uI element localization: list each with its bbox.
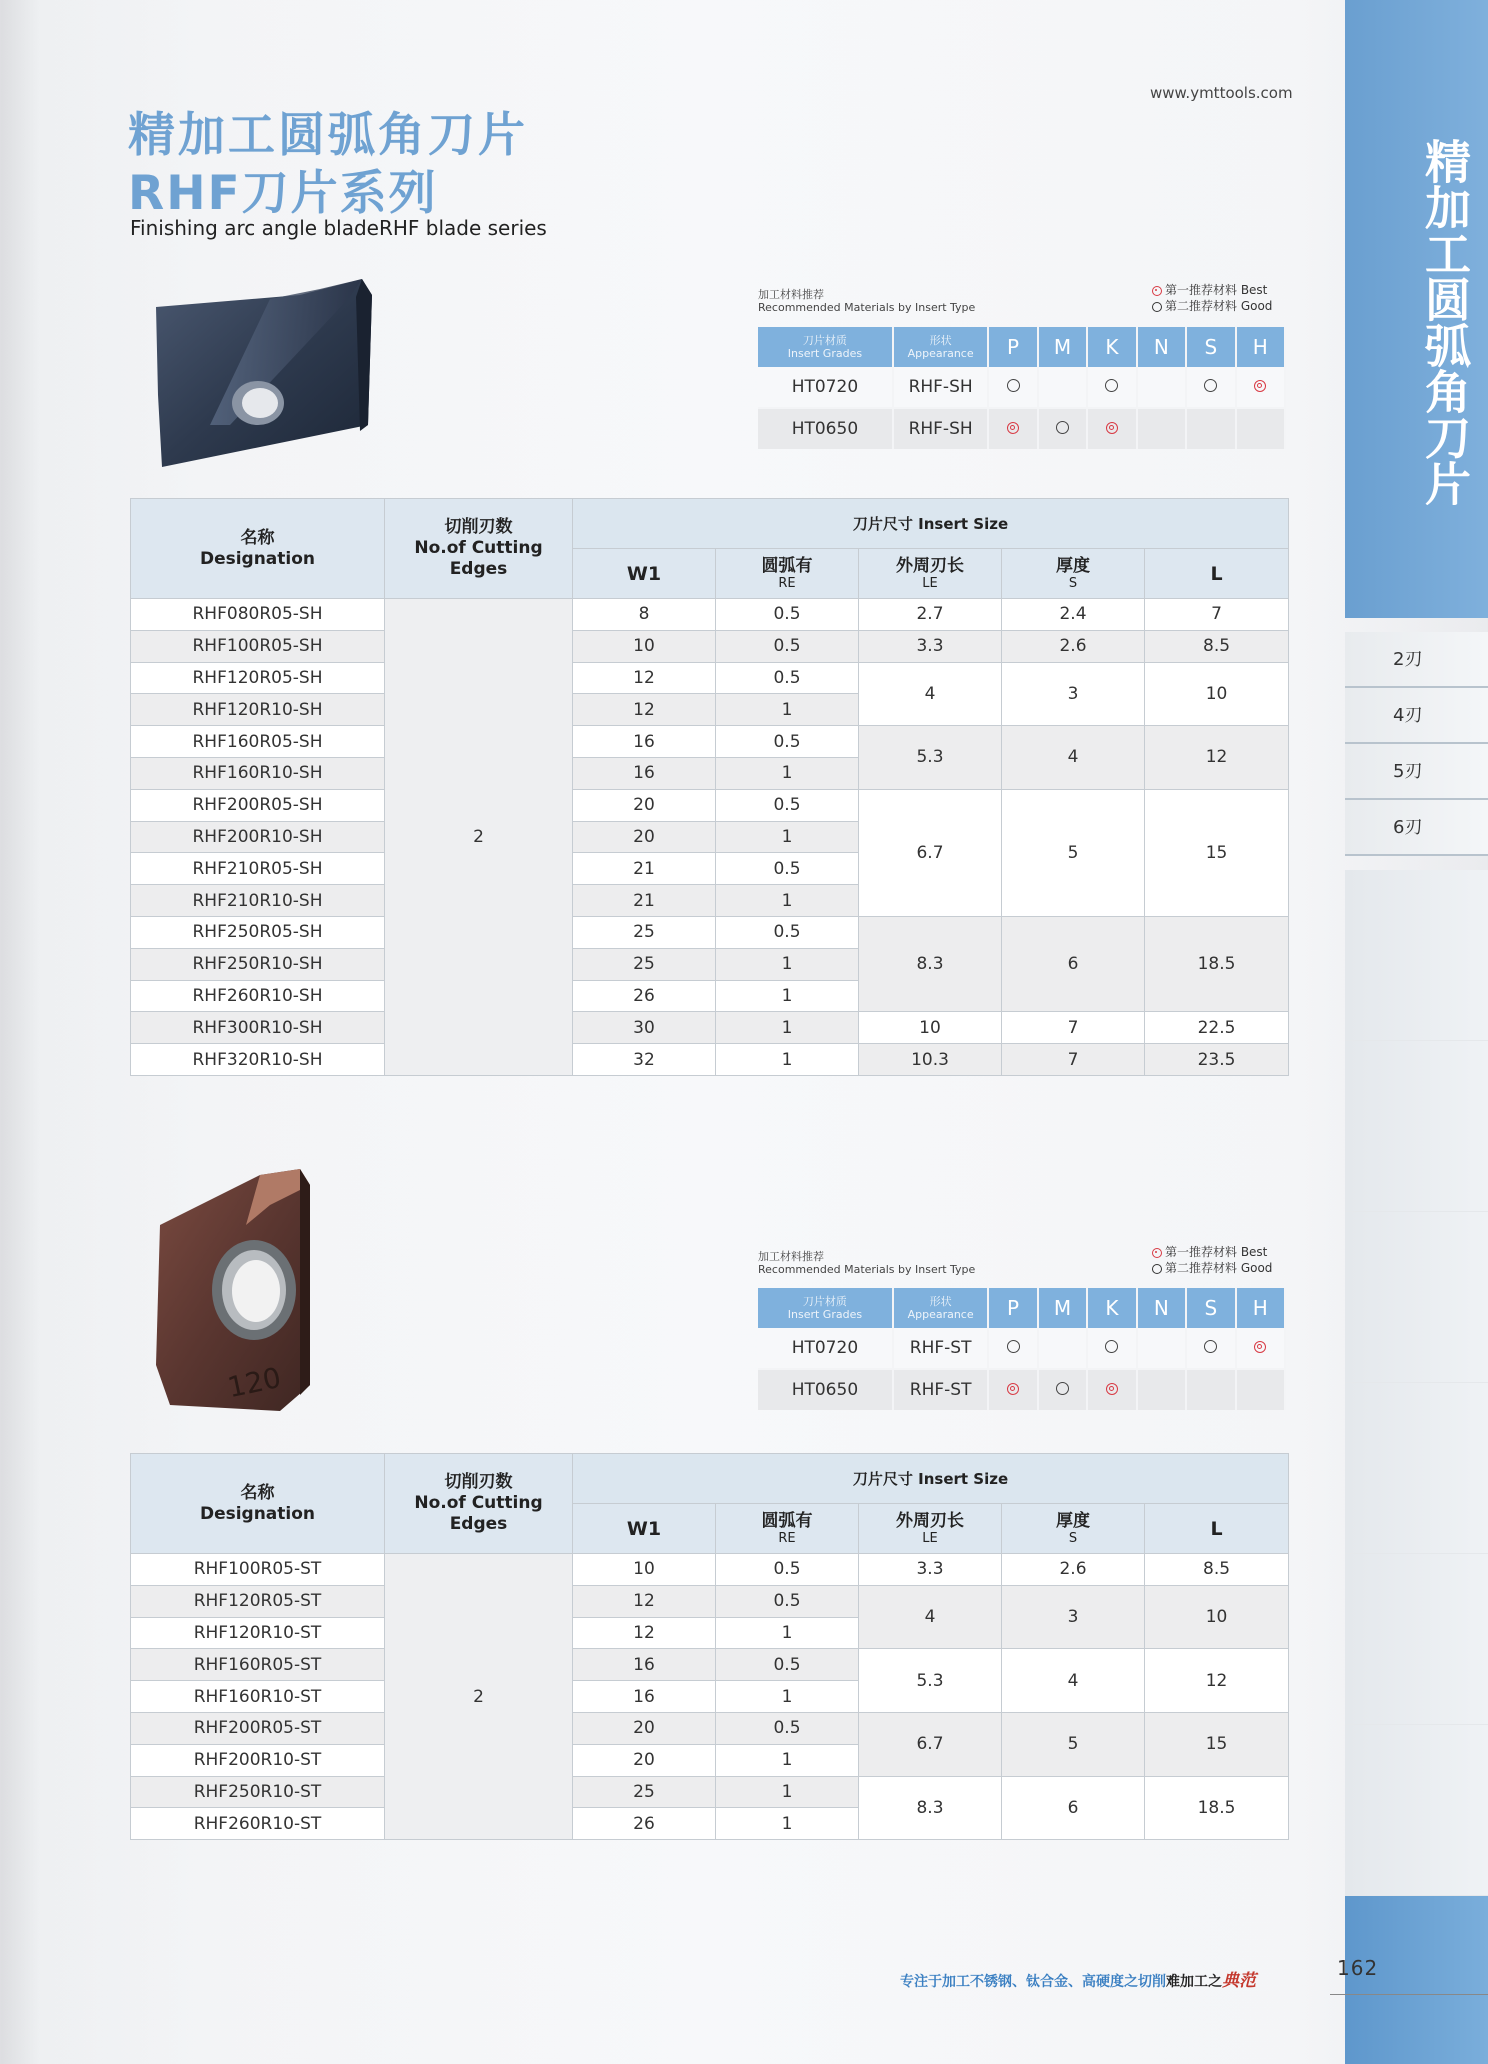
best-mark-icon (1106, 422, 1118, 434)
mark-cell (1236, 408, 1285, 449)
designation-cell: RHF120R05-ST (131, 1585, 385, 1617)
le-cell: 6.7 (859, 789, 1002, 916)
best-mark-icon (1007, 422, 1019, 434)
sidebar-strip (1345, 870, 1488, 1894)
re-cell: 0.5 (716, 630, 859, 662)
designation-cell: RHF260R10-ST (131, 1808, 385, 1840)
re-cell: 1 (716, 1744, 859, 1776)
col-n: N (1137, 1288, 1186, 1328)
table-row (131, 1554, 1289, 1586)
col-h: H (1236, 327, 1285, 367)
w1-cell: 21 (573, 885, 716, 917)
good-mark-icon (1007, 379, 1020, 392)
col-designation: 名称 Designation (131, 499, 385, 599)
col-m: M (1038, 1288, 1087, 1328)
table-row (131, 630, 1289, 662)
col-k: K (1087, 327, 1136, 367)
s-cell: 3 (1002, 1585, 1145, 1649)
s-cell: 7 (1002, 1012, 1145, 1044)
col-appearance: 形状 Appearance (893, 327, 989, 367)
grade-cell: HT0720 (758, 367, 893, 408)
mark-cell (1236, 1328, 1285, 1369)
table-row (131, 1012, 1289, 1044)
col-p: P (988, 327, 1037, 367)
designation-cell: RHF200R05-ST (131, 1712, 385, 1744)
w1-cell: 25 (573, 948, 716, 980)
mark-cell (1087, 1369, 1136, 1410)
w1-cell: 12 (573, 662, 716, 694)
re-cell: 0.5 (716, 1712, 859, 1744)
materials-table-st (758, 1288, 1286, 1410)
col-s: S (1186, 1288, 1235, 1328)
grade-cell: HT0650 (758, 1369, 893, 1410)
le-cell: 5.3 (859, 1649, 1002, 1713)
designation-cell: RHF200R10-ST (131, 1744, 385, 1776)
table-row (131, 1776, 1289, 1808)
col-insert-size: 刀片尺寸 Insert Size (573, 499, 1289, 549)
w1-cell: 12 (573, 1617, 716, 1649)
le-cell: 10.3 (859, 1044, 1002, 1076)
mark-cell (1087, 408, 1136, 449)
sidebar-item-6-edges[interactable]: 6刃 (1345, 800, 1488, 856)
col-designation: 名称 Designation (131, 1454, 385, 1554)
col-insert-grades: 刀片材质 Insert Grades (758, 1288, 893, 1328)
mark-cell (1038, 367, 1087, 408)
le-cell: 5.3 (859, 726, 1002, 790)
col-le: 外周刃长 LE (859, 1504, 1002, 1554)
mark-cell (988, 1328, 1037, 1369)
col-le: 外周刃长 LE (859, 549, 1002, 599)
s-cell: 5 (1002, 1712, 1145, 1776)
col-s: S (1186, 327, 1235, 367)
re-cell: 0.5 (716, 789, 859, 821)
designation-cell: RHF300R10-SH (131, 1012, 385, 1044)
page-number-rule (1330, 1994, 1488, 1995)
s-cell: 6 (1002, 1776, 1145, 1840)
designation-cell: RHF250R05-SH (131, 916, 385, 948)
website-url: www.ymttools.com (1150, 84, 1293, 102)
designation-cell: RHF260R10-SH (131, 980, 385, 1012)
designation-cell: RHF120R10-SH (131, 694, 385, 726)
mark-cell (1038, 1328, 1087, 1369)
l-cell: 7 (1145, 599, 1289, 631)
designation-cell: RHF120R10-ST (131, 1617, 385, 1649)
mark-cell (1137, 1369, 1186, 1410)
re-cell: 1 (716, 980, 859, 1012)
designation-cell: RHF200R05-SH (131, 789, 385, 821)
mark-cell (1186, 408, 1235, 449)
s-cell: 2.6 (1002, 630, 1145, 662)
materials-header-st: 加工材料推荐 Recommended Materials by Insert Type (758, 1250, 976, 1276)
l-cell: 18.5 (1145, 1776, 1289, 1840)
w1-cell: 10 (573, 1554, 716, 1586)
best-mark-icon (1007, 1383, 1019, 1395)
w1-cell: 16 (573, 726, 716, 758)
col-re: 圆弧有 RE (716, 549, 859, 599)
s-cell: 3 (1002, 662, 1145, 726)
designation-cell: RHF160R10-SH (131, 757, 385, 789)
l-cell: 8.5 (1145, 630, 1289, 662)
appearance-cell: RHF-SH (893, 408, 989, 449)
designation-cell: RHF160R10-ST (131, 1681, 385, 1713)
col-k: K (1087, 1288, 1136, 1328)
page-subtitle: Finishing arc angle bladeRHF blade series (130, 216, 547, 240)
sidebar-title: 精加工圆弧角刀片 (1418, 138, 1472, 506)
cutting-edges-cell: 2 (385, 1554, 573, 1840)
designation-cell: RHF100R05-ST (131, 1554, 385, 1586)
designation-cell: RHF200R10-SH (131, 821, 385, 853)
designation-cell: RHF160R05-ST (131, 1649, 385, 1681)
series-title: RHF刀片系列 (128, 166, 438, 221)
rhf-sh-insert-image (150, 275, 380, 475)
appearance-cell: RHF-ST (893, 1369, 989, 1410)
re-cell: 1 (716, 1617, 859, 1649)
le-cell: 4 (859, 1585, 1002, 1649)
col-cutting-edges: 切削刃数 No.of Cutting Edges (385, 1454, 573, 1554)
good-mark-icon (1152, 1264, 1162, 1274)
table-row (131, 726, 1289, 758)
s-cell: 7 (1002, 1044, 1145, 1076)
l-cell: 15 (1145, 789, 1289, 916)
mark-cell (988, 1369, 1037, 1410)
good-mark-icon (1152, 302, 1162, 312)
page-number: 162 (1337, 1956, 1379, 1980)
designation-cell: RHF080R05-SH (131, 599, 385, 631)
table-row (131, 1712, 1289, 1744)
mark-cell (1137, 408, 1186, 449)
w1-cell: 20 (573, 1744, 716, 1776)
material-row (758, 408, 1285, 449)
mark-cell (1236, 1369, 1285, 1410)
designation-cell: RHF210R05-SH (131, 853, 385, 885)
w1-cell: 10 (573, 630, 716, 662)
s-cell: 2.4 (1002, 599, 1145, 631)
table-row (131, 1649, 1289, 1681)
header-row (131, 499, 1289, 549)
designation-cell: RHF210R10-SH (131, 885, 385, 917)
re-cell: 1 (716, 1776, 859, 1808)
w1-cell: 26 (573, 980, 716, 1012)
table-row (131, 599, 1289, 631)
re-cell: 1 (716, 1808, 859, 1840)
sidebar-item-4-edges[interactable]: 4刃 (1345, 688, 1488, 744)
sidebar-item-5-edges[interactable]: 5刃 (1345, 744, 1488, 800)
good-mark-icon (1056, 1382, 1069, 1395)
materials-table-sh (758, 327, 1286, 449)
w1-cell: 8 (573, 599, 716, 631)
w1-cell: 32 (573, 1044, 716, 1076)
best-mark-icon (1254, 380, 1266, 392)
page-title: 精加工圆弧角刀片 (128, 108, 528, 163)
w1-cell: 26 (573, 1808, 716, 1840)
w1-cell: 20 (573, 789, 716, 821)
good-mark-icon (1007, 1340, 1020, 1353)
sidebar-item-2-edges[interactable]: 2刃 (1345, 632, 1488, 688)
designation-cell: RHF250R10-ST (131, 1776, 385, 1808)
designation-cell: RHF160R05-SH (131, 726, 385, 758)
designation-cell: RHF100R05-SH (131, 630, 385, 662)
l-cell: 8.5 (1145, 1554, 1289, 1586)
table-row (131, 1585, 1289, 1617)
appearance-cell: RHF-SH (893, 367, 989, 408)
mark-cell (1087, 1328, 1136, 1369)
header-row (131, 1454, 1289, 1504)
best-mark-icon (1152, 286, 1162, 296)
re-cell: 1 (716, 1012, 859, 1044)
w1-cell: 30 (573, 1012, 716, 1044)
good-mark-icon (1056, 421, 1069, 434)
re-cell: 0.5 (716, 916, 859, 948)
material-row (758, 367, 1285, 408)
footer-slogan: 专注于加工不锈钢、钛合金、高硬度之切削难加工之典范 (900, 1971, 1256, 1991)
re-cell: 1 (716, 694, 859, 726)
grade-cell: HT0650 (758, 408, 893, 449)
table-row (131, 916, 1289, 948)
rhf-st-insert-image (150, 1165, 320, 1415)
re-cell: 0.5 (716, 1585, 859, 1617)
col-w1: W1 (573, 549, 716, 599)
le-cell: 4 (859, 662, 1002, 726)
mark-cell (1137, 367, 1186, 408)
re-cell: 0.5 (716, 599, 859, 631)
le-cell: 3.3 (859, 630, 1002, 662)
w1-cell: 25 (573, 916, 716, 948)
w1-cell: 12 (573, 1585, 716, 1617)
col-p: P (988, 1288, 1037, 1328)
w1-cell: 16 (573, 757, 716, 789)
mark-cell (1038, 408, 1087, 449)
s-cell: 5 (1002, 789, 1145, 916)
col-n: N (1137, 327, 1186, 367)
mark-cell (1087, 367, 1136, 408)
re-cell: 1 (716, 821, 859, 853)
materials-header: 加工材料推荐 Recommended Materials by Insert Type (758, 288, 976, 314)
edge-count-nav (1345, 632, 1488, 856)
col-l: L (1145, 1504, 1289, 1554)
w1-cell: 20 (573, 1712, 716, 1744)
mark-cell (1186, 1369, 1235, 1410)
l-cell: 12 (1145, 726, 1289, 790)
col-h: H (1236, 1288, 1285, 1328)
col-appearance: 形状 Appearance (893, 1288, 989, 1328)
mark-cell (988, 367, 1037, 408)
le-cell: 2.7 (859, 599, 1002, 631)
l-cell: 15 (1145, 1712, 1289, 1776)
w1-cell: 12 (573, 694, 716, 726)
materials-legend: 第一推荐材料 Best 第二推荐材料 Good (1152, 282, 1272, 314)
cutting-edges-cell: 2 (385, 599, 573, 1076)
col-insert-grades: 刀片材质 Insert Grades (758, 327, 893, 367)
re-cell: 1 (716, 757, 859, 789)
best-mark-icon (1152, 1248, 1162, 1258)
w1-cell: 20 (573, 821, 716, 853)
insert-engraving: 120 (224, 1360, 284, 1405)
re-cell: 0.5 (716, 726, 859, 758)
materials-legend-st: 第一推荐材料 Best 第二推荐材料 Good (1152, 1244, 1272, 1276)
table-row (131, 1044, 1289, 1076)
good-mark-icon (1204, 379, 1217, 392)
best-mark-icon (1254, 1341, 1266, 1353)
le-cell: 8.3 (859, 916, 1002, 1011)
col-re: 圆弧有 RE (716, 1504, 859, 1554)
appearance-cell: RHF-ST (893, 1328, 989, 1369)
w1-cell: 16 (573, 1649, 716, 1681)
size-table-sh (130, 498, 1289, 1076)
mark-cell (1137, 1328, 1186, 1369)
l-cell: 10 (1145, 1585, 1289, 1649)
mark-cell (1186, 367, 1235, 408)
mark-cell (1186, 1328, 1235, 1369)
good-mark-icon (1105, 379, 1118, 392)
le-cell: 10 (859, 1012, 1002, 1044)
col-m: M (1038, 327, 1087, 367)
re-cell: 0.5 (716, 1649, 859, 1681)
material-row (758, 1369, 1285, 1410)
grade-cell: HT0720 (758, 1328, 893, 1369)
mark-cell (988, 408, 1037, 449)
re-cell: 0.5 (716, 853, 859, 885)
l-cell: 10 (1145, 662, 1289, 726)
w1-cell: 21 (573, 853, 716, 885)
w1-cell: 25 (573, 1776, 716, 1808)
re-cell: 0.5 (716, 1554, 859, 1586)
good-mark-icon (1105, 1340, 1118, 1353)
s-cell: 4 (1002, 1649, 1145, 1713)
col-w1: W1 (573, 1504, 716, 1554)
w1-cell: 16 (573, 1681, 716, 1713)
re-cell: 1 (716, 1681, 859, 1713)
l-cell: 22.5 (1145, 1012, 1289, 1044)
re-cell: 1 (716, 948, 859, 980)
re-cell: 0.5 (716, 662, 859, 694)
mark-cell (1038, 1369, 1087, 1410)
re-cell: 1 (716, 885, 859, 917)
l-cell: 23.5 (1145, 1044, 1289, 1076)
le-cell: 3.3 (859, 1554, 1002, 1586)
s-cell: 2.6 (1002, 1554, 1145, 1586)
designation-cell: RHF320R10-SH (131, 1044, 385, 1076)
le-cell: 6.7 (859, 1712, 1002, 1776)
good-mark-icon (1204, 1340, 1217, 1353)
re-cell: 1 (716, 1044, 859, 1076)
col-insert-size: 刀片尺寸 Insert Size (573, 1454, 1289, 1504)
size-table-st (130, 1453, 1289, 1840)
table-row (131, 662, 1289, 694)
material-row (758, 1328, 1285, 1369)
best-mark-icon (1106, 1383, 1118, 1395)
s-cell: 6 (1002, 916, 1145, 1011)
designation-cell: RHF250R10-SH (131, 948, 385, 980)
l-cell: 18.5 (1145, 916, 1289, 1011)
table-row (131, 789, 1289, 821)
le-cell: 8.3 (859, 1776, 1002, 1840)
col-cutting-edges: 切削刃数 No.of Cutting Edges (385, 499, 573, 599)
l-cell: 12 (1145, 1649, 1289, 1713)
mark-cell (1236, 367, 1285, 408)
designation-cell: RHF120R05-SH (131, 662, 385, 694)
s-cell: 4 (1002, 726, 1145, 790)
col-l: L (1145, 549, 1289, 599)
col-s: 厚度 S (1002, 1504, 1145, 1554)
col-s: 厚度 S (1002, 549, 1145, 599)
